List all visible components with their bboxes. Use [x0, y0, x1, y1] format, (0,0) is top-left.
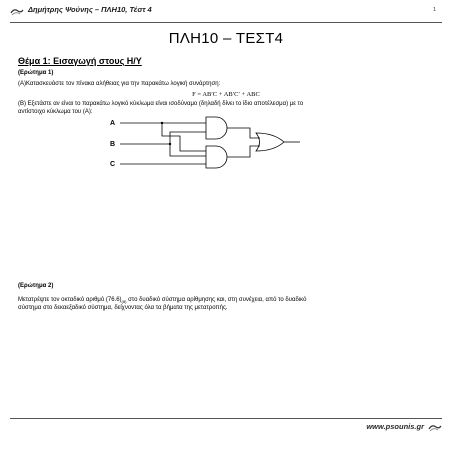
junction-a — [161, 122, 163, 124]
wire-and2-to-or — [227, 146, 260, 157]
footer-divider — [10, 418, 442, 419]
input-label-a: A — [110, 120, 116, 127]
logic-circuit-diagram — [110, 114, 320, 194]
section-title: Θέμα 1: Εισαγωγή στους Η/Υ — [18, 56, 142, 66]
psounis-swirl-icon — [428, 423, 442, 433]
psounis-swirl-icon — [10, 7, 24, 17]
octal-subscript: (8) — [121, 299, 127, 305]
question-1-part-b-line-2: αντίστοιχο κύκλωμα του (Α): — [18, 109, 93, 115]
wire-and1-to-or — [227, 128, 260, 138]
input-label-c: C — [110, 161, 116, 168]
question-2-line-2: σύστημα στο δεκαεξαδικό σύστημα, δείχνοντας όλα τα βήματα της μετατροπής. — [18, 305, 228, 311]
and-gate-1 — [206, 117, 227, 139]
wire-a-branch — [162, 123, 206, 151]
input-label-b: B — [110, 141, 116, 148]
question-1-part-b-line-1: (Β) Εξετάστε αν είναι το παρακάτω λογικό κύκλωμα είναι ισοδύναμο (δηλαδή δίνει το ίδιο αποτέλεσμα) με το — [18, 101, 304, 107]
wire-b-to-and1 — [170, 132, 206, 144]
question-2-line-1-end: στο δυαδικό σύστημα αρίθμησης και, στη συνέχεια, από το δυαδικό — [126, 297, 307, 303]
document-title: ΠΛΗ10 – ΤΕΣΤ4 — [168, 30, 284, 47]
question-2-line-1-start: Μετατρέψτε τον οκταδικό αριθμό (76.6) — [18, 297, 122, 303]
wire-b-to-and2 — [170, 144, 206, 156]
footer-website-link[interactable]: www.psounis.gr — [366, 422, 424, 431]
page-header — [10, 4, 440, 20]
header-title: Δημήτρης Ψούνης – ΠΛΗ10, Τέστ 4 — [28, 5, 152, 14]
logic-formula: F = AB′C + AB′C′ + ABC — [192, 91, 260, 98]
or-gate — [256, 133, 284, 151]
question-2-label: (Ερώτημα 2) — [18, 283, 54, 289]
junction-b — [169, 143, 171, 145]
header-divider — [10, 22, 442, 23]
page-number: 1 — [432, 7, 436, 13]
question-1-part-a: (Α)Κατασκευάστε τον πίνακα αλήθειας για την παρακάτω λογική συνάρτηση: — [18, 81, 221, 87]
and-gate-2 — [206, 146, 227, 168]
question-1-label: (Ερώτημα 1) — [18, 70, 54, 76]
